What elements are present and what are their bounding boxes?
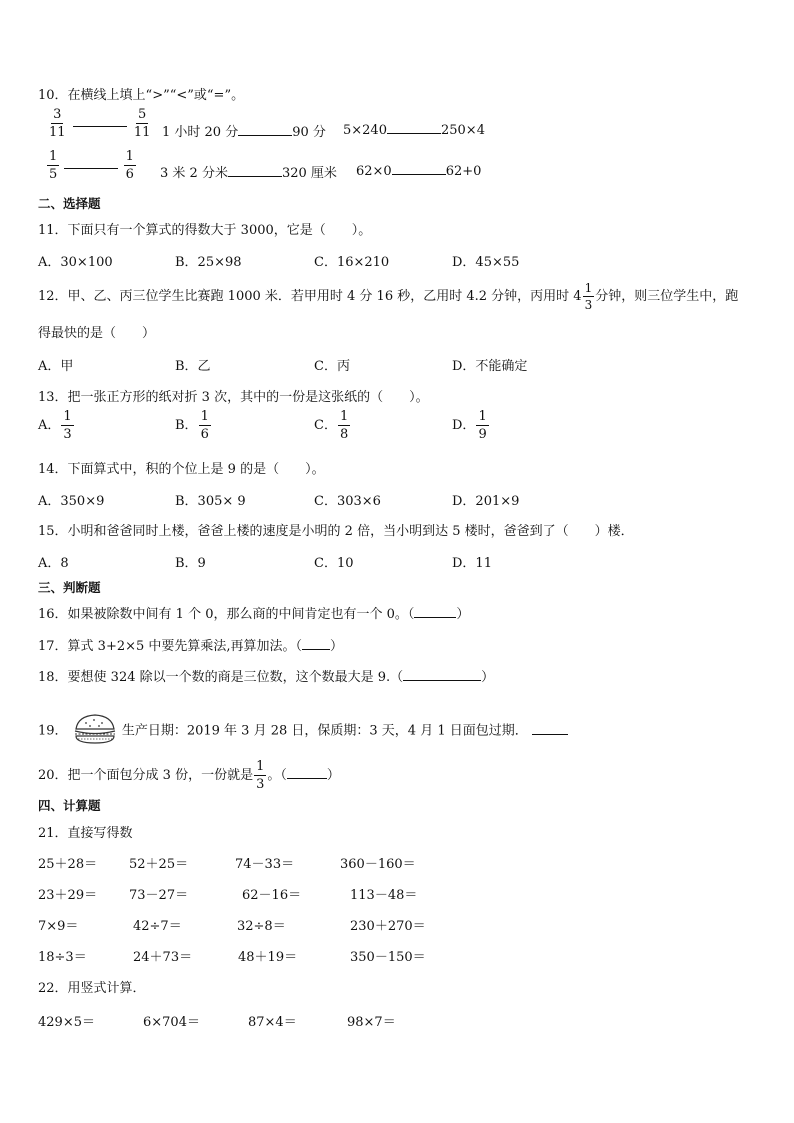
mixed-fraction: $\frac{1}{3}$ xyxy=(584,281,593,312)
q12-option-b[interactable]: B．乙 xyxy=(175,359,211,374)
q21-r2c4: 113－48＝ xyxy=(350,888,418,903)
answer-blank[interactable] xyxy=(64,156,118,169)
q12-stem-line2: 得最快的是（ ） xyxy=(38,326,156,341)
q11-option-d[interactable]: D．45×55 xyxy=(452,255,520,270)
fraction: $\frac{1}{3}$ xyxy=(63,409,72,442)
q10-stem: 10．在横线上填上“>”“<”或“=”。 xyxy=(38,88,245,103)
bread-icon xyxy=(72,712,118,750)
q12-option-a[interactable]: A．甲 xyxy=(38,359,74,374)
q21-title: 21．直接写得数 xyxy=(38,826,133,841)
answer-blank[interactable] xyxy=(387,121,441,134)
answer-blank[interactable] xyxy=(228,164,282,177)
q22-item3: 87×4＝ xyxy=(248,1015,297,1030)
q21-r2c3: 62－16＝ xyxy=(242,888,302,903)
q10-row1-item3: 5×240 250×4 xyxy=(343,123,485,138)
q15-option-a[interactable]: A．8 xyxy=(38,556,69,571)
q10-row2-item1 xyxy=(46,150,137,181)
section-choice: 二、选择题 xyxy=(38,196,101,211)
q10-row1-item2: 1 小时 20 分 90 分 xyxy=(162,125,326,140)
answer-blank[interactable] xyxy=(302,637,330,650)
q13-option-c[interactable]: C． $\frac{1}{8}$ xyxy=(314,409,349,442)
section-judge: 三、判断题 xyxy=(38,580,101,595)
q16: 16．如果被除数中间有 1 个 0，那么商的中间肯定也有一个 0。（ ） xyxy=(38,607,470,622)
q20: 20．把一个面包分成 3 份，一份就是 $\frac{1}{3}$ 。（ ） xyxy=(38,759,340,792)
fraction: $\frac{1}{9}$ xyxy=(478,409,487,442)
fraction: $\frac{1}{6}$ xyxy=(125,149,134,182)
q22-item4: 98×7＝ xyxy=(347,1015,396,1030)
q14-option-b[interactable]: B．305× 9 xyxy=(175,494,246,509)
q21-r3c4: 230＋270＝ xyxy=(350,919,426,934)
q12-option-c[interactable]: C．丙 xyxy=(314,359,350,374)
q13-option-d[interactable]: D． $\frac{1}{9}$ xyxy=(452,409,487,442)
answer-blank[interactable] xyxy=(287,766,327,779)
q10-row1-item1 xyxy=(46,108,153,139)
q18: 18．要想使 324 除以一个数的商是三位数，这个数最大是 9.（ ） xyxy=(38,670,495,685)
q15-option-b[interactable]: B．9 xyxy=(175,556,206,571)
answer-blank[interactable] xyxy=(532,722,568,735)
q21-r2c2: 73－27＝ xyxy=(129,888,189,903)
q14-stem: 14．下面算式中，积的个位上是 9 的是（ ）。 xyxy=(38,462,325,477)
q14-option-d[interactable]: D．201×9 xyxy=(452,494,520,509)
q21-r3c2: 42÷7＝ xyxy=(133,919,182,934)
fraction: $\frac{1}{3}$ xyxy=(256,759,265,792)
fraction: $\frac{3}{11}$ xyxy=(49,107,66,140)
q21-r2c1: 23＋29＝ xyxy=(38,888,98,903)
q21-r4c3: 48＋19＝ xyxy=(238,950,298,965)
q21-r1c2: 52＋25＝ xyxy=(129,857,189,872)
q11-option-a[interactable]: A．30×100 xyxy=(38,255,113,270)
fraction: $\frac{5}{11}$ xyxy=(133,107,151,140)
q21-r4c4: 350－150＝ xyxy=(350,950,426,965)
q19: 19． 生产日期：2019 年 3 月 28 日，保质期：3 天，4 月 1 日面包过期． xyxy=(38,712,568,750)
q11-option-b[interactable]: B．25×98 xyxy=(175,255,242,270)
q21-r1c4: 360－160＝ xyxy=(340,857,416,872)
q21-r4c1: 18÷3＝ xyxy=(38,950,87,965)
q11-stem: 11．下面只有一个算式的得数大于 3000，它是（ ）。 xyxy=(38,223,372,238)
q12-stem-line1: 12．甲、乙、丙三位学生比赛跑 1000 米．若甲用时 4 分 16 秒，乙用时 4.2 分钟，丙用时 4 $\frac{1}{3}$ 分钟，则三位学生中，跑 xyxy=(38,281,739,312)
q21-r3c1: 7×9＝ xyxy=(38,919,79,934)
q21-r3c3: 32÷8＝ xyxy=(237,919,286,934)
q15-stem: 15．小明和爸爸同时上楼，爸爸上楼的速度是小明的 2 倍，当小明到达 5 楼时，爸爸到了（ ）楼． xyxy=(38,524,634,539)
fraction: $\frac{1}{6}$ xyxy=(200,409,209,442)
q15-option-d[interactable]: D．11 xyxy=(452,556,492,571)
q13-stem: 13．把一张正方形的纸对折 3 次，其中的一份是这张纸的（ ）。 xyxy=(38,390,429,405)
q11-option-c[interactable]: C．16×210 xyxy=(314,255,390,270)
q12-option-d[interactable]: D．不能确定 xyxy=(452,359,528,374)
q21-r1c3: 74－33＝ xyxy=(235,857,295,872)
answer-blank[interactable] xyxy=(403,668,481,681)
q22-item2: 6×704＝ xyxy=(143,1015,200,1030)
fraction: $\frac{1}{8}$ xyxy=(339,409,349,442)
q17: 17．算式 3+2×5 中要先算乘法,再算加法。（ ） xyxy=(38,639,344,654)
q13-option-b[interactable]: B． $\frac{1}{6}$ xyxy=(175,409,209,442)
q21-r1c1: 25＋28＝ xyxy=(38,857,98,872)
answer-blank[interactable] xyxy=(392,162,446,175)
section-calc: 四、计算题 xyxy=(38,798,101,813)
q13-option-a[interactable]: A． $\frac{1}{3}$ xyxy=(38,409,72,442)
q10-row2-item3: 62×0 62+0 xyxy=(356,164,482,179)
answer-blank[interactable] xyxy=(414,605,456,618)
q22-item1: 429×5＝ xyxy=(38,1015,95,1030)
q22-title: 22．用竖式计算． xyxy=(38,981,146,996)
answer-blank[interactable] xyxy=(238,123,292,136)
fraction: $\frac{1}{5}$ xyxy=(49,149,58,182)
q21-r4c2: 24＋73＝ xyxy=(133,950,193,965)
q10-row2-item2: 3 米 2 分米 320 厘米 xyxy=(160,166,337,181)
q15-option-c[interactable]: C．10 xyxy=(314,556,354,571)
q14-option-a[interactable]: A．350×9 xyxy=(38,494,105,509)
answer-blank[interactable] xyxy=(73,114,127,127)
q14-option-c[interactable]: C．303×6 xyxy=(314,494,381,509)
